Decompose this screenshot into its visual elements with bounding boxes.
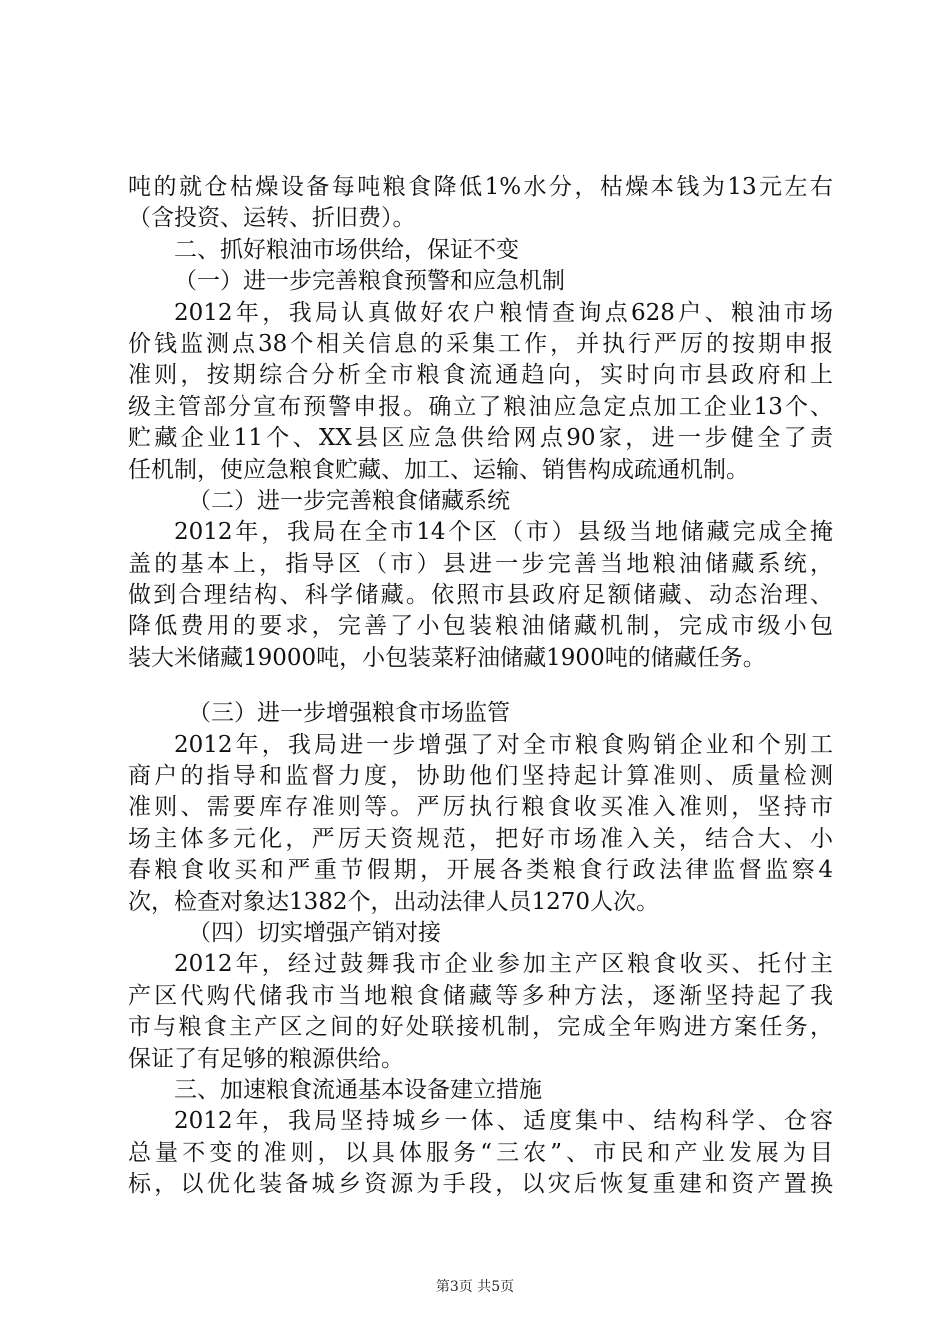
paragraph-line: 做到合理结构、科学储藏。依照市县政府足额储藏、动态治理、 <box>128 582 833 609</box>
subsection-heading: （四）切实增强产销对接 <box>188 919 441 946</box>
paragraph-line: 准则、需要库存准则等。严厉执行粮食收买准入准则，坚持市 <box>128 794 833 821</box>
page-number: 第3页 共5页 <box>435 1279 515 1295</box>
paragraph-line: 2012年，我局在全市14个区（市）县级当地储藏完成全掩 <box>174 519 833 546</box>
paragraph-line: 级主管部分宣布预警申报。确立了粮油应急定点加工企业13个、 <box>128 393 833 420</box>
paragraph-line: 保证了有足够的粮源供给。 <box>128 1045 404 1072</box>
paragraph-line: 准则，按期综合分析全市粮食流通趋向，实时向市县政府和上 <box>128 362 833 389</box>
section-heading: 二、抓好粮油市场供给，保证不变 <box>174 236 519 263</box>
paragraph-gap <box>128 674 833 698</box>
paragraph-line: 2012年，经过鼓舞我市企业参加主产区粮食收买、托付主 <box>174 951 833 978</box>
paragraph-line: 春粮食收买和严重节假期，开展各类粮食行政法律监督监察4 <box>128 857 833 884</box>
paragraph-line: 次，检查对象达1382个，出动法律人员1270人次。 <box>128 888 660 915</box>
paragraph-line: 价钱监测点38个相关信息的采集工作，并执行严厉的按期申报 <box>128 330 833 357</box>
subsection-heading: （二）进一步完善粮食储藏系统 <box>188 487 510 514</box>
subsection-heading: （一）进一步完善粮食预警和应急机制 <box>174 268 565 295</box>
paragraph-line: 总量不变的准则，以具体服务“三农”、市民和产业发展为目 <box>128 1139 833 1166</box>
document-body <box>128 172 833 1201</box>
paragraph-line: 市与粮食主产区之间的好处联接机制，完成全年购进方案任务， <box>128 1014 833 1041</box>
paragraph-line: 贮藏企业11个、XX县区应急供给网点90家，进一步健全了责 <box>128 425 833 452</box>
paragraph-line: 2012年，我局坚持城乡一体、适度集中、结构科学、仓容 <box>174 1108 833 1135</box>
paragraph-line: 吨的就仓枯燥设备每吨粮食降低1%水分，枯燥本钱为13元左右 <box>128 174 833 200</box>
paragraph-line: 产区代购代储我市当地粮食储藏等多种方法，逐渐坚持起了我 <box>128 982 833 1009</box>
section-heading: 三、加速粮食流通基本设备建立措施 <box>174 1076 542 1103</box>
paragraph-line: 场主体多元化，严厉天资规范，把好市场准入关，结合大、小 <box>128 825 833 852</box>
paragraph-line: 标，以优化装备城乡资源为手段，以灾后恢复重建和资产置换 <box>128 1171 833 1198</box>
paragraph-line: 降低费用的要求，完善了小包装粮油储藏机制，完成市级小包 <box>128 613 833 640</box>
paragraph-line: 2012年，我局进一步增强了对全市粮食购销企业和个别工 <box>174 731 833 758</box>
paragraph-line: 2012年，我局认真做好农户粮情查询点628户、粮油市场 <box>174 299 833 326</box>
subsection-heading: （三）进一步增强粮食市场监管 <box>188 700 510 727</box>
paragraph-line: （含投资、运转、折旧费）。 <box>128 205 416 232</box>
paragraph-line: 商户的指导和监督力度，协助他们坚持起计算准则、质量检测 <box>128 763 833 790</box>
paragraph-line: 任机制，使应急粮食贮藏、加工、运输、销售构成疏通机制。 <box>128 456 749 483</box>
paragraph-line: 装大米储藏19000吨，小包装菜籽油储藏1900吨的储藏任务。 <box>128 644 766 671</box>
paragraph-line: 盖的基本上，指导区（市）县进一步完善当地粮油储藏系统， <box>128 550 833 577</box>
